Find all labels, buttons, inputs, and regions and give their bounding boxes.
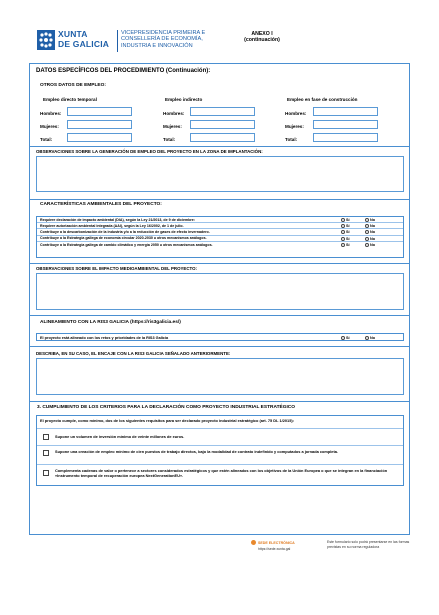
yes-label: Sí xyxy=(346,230,350,235)
ris3-table xyxy=(36,333,404,341)
yes-radio[interactable] xyxy=(341,336,345,340)
criteria-intro: El proyecto cumple, como mínimo, dos de los siguientes requisitos para ser declarado proyecto industrial estratégico (art. 75 DL 1/2015): xyxy=(40,418,294,423)
yes-radio[interactable] xyxy=(341,230,345,234)
logo-line-2: DE GALICIA xyxy=(58,38,110,49)
women-label: Mujeres: xyxy=(40,124,59,129)
row-divider xyxy=(37,464,403,465)
annex-label xyxy=(236,31,288,44)
env-row xyxy=(37,242,403,248)
form-title: DATOS ESPECÍFICOS DEL PROCEDIMIENTO (Continuación): xyxy=(36,68,211,74)
env-row-label: Requiere autorización ambiental integrada (AAI), según la Ley 16/2002, de 1 de julio. xyxy=(40,223,184,228)
indirect-men-field[interactable] xyxy=(190,107,255,116)
annex-title: ANEXO I xyxy=(251,31,273,37)
no-label: No xyxy=(370,218,376,222)
direct-women-field[interactable] xyxy=(67,120,132,129)
logo-line-1: XUNTA xyxy=(58,29,88,39)
yes-label: Sí xyxy=(346,236,350,241)
env-row-label: Contribuye a la Estrategia gallega de economía circular 2020-2030 u otros mecanismos análogos. xyxy=(40,236,207,241)
men-label: Hombres: xyxy=(40,111,62,116)
env-row-label: Requiere declaración de impacto ambiental (DIA), según la Ley 21/2013, de 9 de diciembre: xyxy=(40,217,195,222)
women-label: Mujeres: xyxy=(163,124,182,129)
indirect-total-field[interactable] xyxy=(190,133,255,142)
yes-label: Sí xyxy=(346,336,350,340)
construction-total-field[interactable] xyxy=(313,133,378,142)
no-label: No xyxy=(370,224,376,229)
no-radio[interactable] xyxy=(365,224,369,228)
criterion-2-text: Supone una creación de empleo mínimo de cien puestos de trabajo directos, bajo la modalidad de contrato indefinido y computados a jornada completa. xyxy=(55,449,338,454)
ris3-describe-textarea[interactable] xyxy=(36,358,404,395)
employment-heading: OTROS DATOS DE EMPLEO: xyxy=(40,83,106,88)
department-name xyxy=(121,30,226,49)
row-divider xyxy=(37,428,403,429)
construction-men-field[interactable] xyxy=(313,107,378,116)
no-radio[interactable] xyxy=(365,336,369,340)
yes-radio[interactable] xyxy=(341,237,345,241)
env-table xyxy=(36,216,404,258)
no-label: No xyxy=(370,236,376,241)
obs-employment-label: OBSERVACIONES SOBRE LA GENERACIÓN DE EMPLEO DEL PROYECTO EN LA ZONA DE IMPLANTACIÓN: xyxy=(36,149,263,154)
divider xyxy=(29,146,410,147)
sede-brand: SEDE ELECTRÓNICA xyxy=(258,541,295,545)
yes-radio[interactable] xyxy=(341,218,345,222)
men-label: Hombres: xyxy=(163,111,185,116)
divider xyxy=(29,263,410,264)
col-direct-temporary: Empleo directo temporal xyxy=(43,97,97,102)
ris3-heading: ALINEAMIENTO CON LA RIS3 GALICIA (https://ris3galicia.es/) xyxy=(40,320,181,325)
dept-line-1: VICEPRESIDENCIA PRIMEIRA E xyxy=(121,30,206,36)
yes-label: Sí xyxy=(346,218,350,222)
obs-env-label: OBSERVACIONES SOBRE EL IMPACTO MEDIOAMBIENTAL DEL PROYECTO: xyxy=(36,266,198,271)
women-label: Mujeres: xyxy=(285,124,304,129)
yes-label: Sí xyxy=(346,224,350,229)
criterion-3-checkbox[interactable] xyxy=(43,470,49,476)
env-row-label: Contribuye a la descarbonización de la industria y/o a la reducción de gases de efecto invernadero. xyxy=(40,230,210,235)
yes-radio[interactable] xyxy=(341,243,345,247)
xunta-logo-icon xyxy=(37,30,55,50)
sede-url[interactable]: https://sede.xunta.gal xyxy=(258,547,291,551)
yes-label: Sí xyxy=(346,242,350,247)
direct-men-field[interactable] xyxy=(67,107,132,116)
logo-separator xyxy=(117,30,118,52)
criterion-1-text: Supone un volumen de inversión mínimo de veinte millones de euros. xyxy=(55,434,185,439)
indirect-women-field[interactable] xyxy=(190,120,255,129)
row-divider xyxy=(37,445,403,446)
criterion-3-text: Complementa cadenas de valor o pertenece a sectores considerados estratégicos y que estén alineados con los objetivos de la Unión Europea o que se integran en la financiación «Instrumento temporal de recuperación europea NextGenerationEU». xyxy=(55,468,388,479)
direct-total-field[interactable] xyxy=(67,133,132,142)
col-indirect: Empleo indirecto xyxy=(165,97,203,102)
no-label: No xyxy=(370,336,376,340)
divider xyxy=(29,315,410,316)
construction-women-field[interactable] xyxy=(313,120,378,129)
no-radio[interactable] xyxy=(365,243,369,247)
dept-line-2: CONSELLERÍA DE ECONOMÍA, xyxy=(121,36,203,43)
divider xyxy=(29,199,410,200)
divider xyxy=(29,346,410,347)
no-radio[interactable] xyxy=(365,218,369,222)
sede-logo-icon xyxy=(251,540,256,545)
col-construction: Empleo en fase de construcción xyxy=(287,97,358,102)
no-radio[interactable] xyxy=(365,237,369,241)
footer-note: Este formulario solo podrá presentarse en las formas previstas en su norma reguladora xyxy=(327,540,410,549)
env-heading: CARACTERÍSTICAS AMBIENTALES DEL PROYECTO: xyxy=(40,202,162,207)
env-row-label: Contribuye a la Estrategia gallega de cambio climático y energía 2050 u otros mecanismos análogos. xyxy=(40,242,213,247)
total-label: Total: xyxy=(40,137,53,142)
total-label: Total: xyxy=(163,137,176,142)
obs-employment-textarea[interactable] xyxy=(36,156,404,192)
criterion-2-checkbox[interactable] xyxy=(43,450,49,456)
criteria-table xyxy=(36,415,404,486)
xunta-logo-text xyxy=(58,30,109,49)
men-label: Hombres: xyxy=(285,111,307,116)
ris3-describe-label: DESCRIBA, EN SU CASO, EL ENCAJE CON LA RIS3 GALICIA SEÑALADO ANTERIORMENTE: xyxy=(36,351,231,356)
dept-line-3: INDUSTRIA E INNOVACIÓN xyxy=(121,42,193,49)
no-label: No xyxy=(370,242,376,247)
obs-env-textarea[interactable] xyxy=(36,273,404,310)
no-label: No xyxy=(370,230,376,235)
ris3-row-label: El proyecto está alineado con los retos y prioridades de la RIS3 Galicia xyxy=(40,335,169,340)
no-radio[interactable] xyxy=(365,230,369,234)
criteria-heading: 3. CUMPLIMIENTO DE LOS CRITERIOS PARA LA DECLARACIÓN COMO PROYECTO INDUSTRIAL ESTRATÉGICO xyxy=(37,405,295,410)
annex-subtitle: (continuación) xyxy=(244,37,280,44)
total-label: Total: xyxy=(285,137,298,142)
criterion-1-checkbox[interactable] xyxy=(43,434,49,440)
divider xyxy=(29,401,410,402)
yes-radio[interactable] xyxy=(341,224,345,228)
